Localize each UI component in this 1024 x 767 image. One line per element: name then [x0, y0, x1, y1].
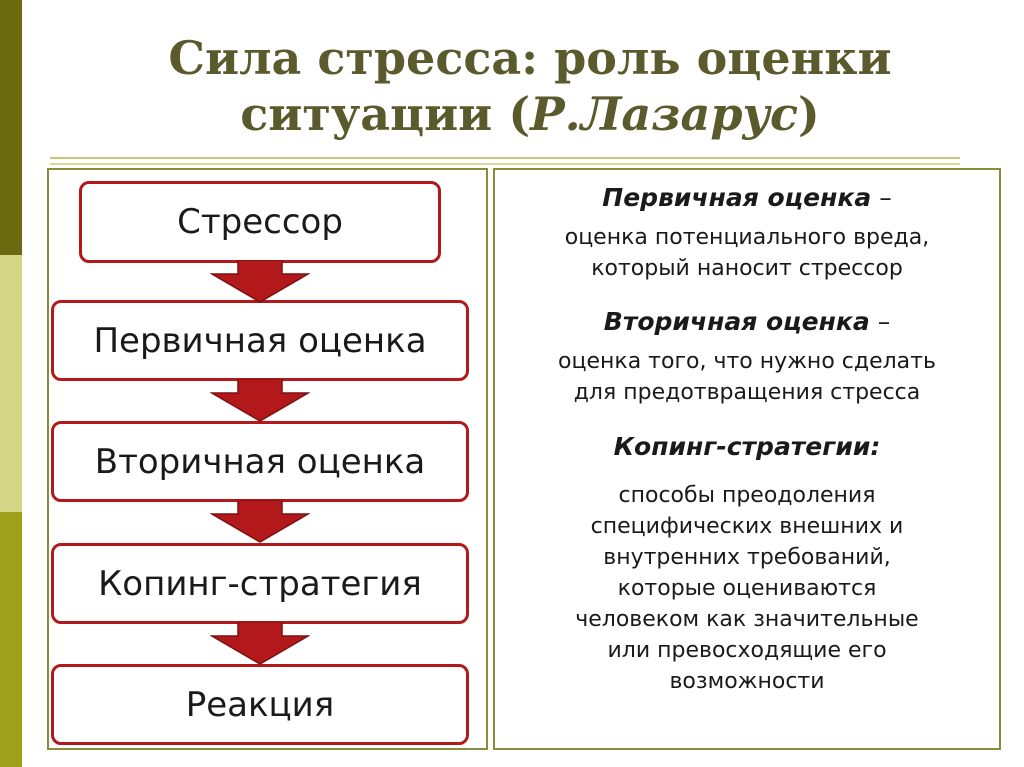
title-underline-secondary	[50, 163, 960, 165]
side-stripe-bottom	[0, 512, 22, 767]
title-line-2	[40, 86, 1020, 142]
coping-strategies-heading: Копинг-стратегии:	[613, 432, 881, 461]
title-line-2-start: ситуации (	[240, 87, 531, 141]
step-primary-appraisal: Первичная оценка	[51, 300, 469, 381]
primary-appraisal-heading: Первичная оценка –	[602, 183, 892, 212]
title-author: Р.Лазарус	[530, 87, 799, 141]
step-stressor: Стрессор	[79, 181, 441, 263]
down-arrow-icon	[210, 379, 310, 423]
title-line-1: Сила стресса: роль оценки	[168, 31, 892, 85]
step-coping-strategy: Копинг-стратегия	[51, 543, 469, 624]
side-stripe-top	[0, 0, 22, 255]
primary-appraisal-text: оценка потенциального вреда, который наносит стрессор	[564, 225, 930, 281]
down-arrow-icon	[210, 500, 310, 544]
step-secondary-appraisal: Вторичная оценка	[51, 421, 469, 502]
slide-title	[40, 30, 1020, 142]
title-underline	[50, 157, 960, 159]
down-arrow-icon	[210, 622, 310, 666]
coping-strategies-text: способы преодоления специфических внешних и внутренних требований, которые оцениваются человеком как значительные или превосходящие его возможности	[575, 483, 919, 694]
step-reaction: Реакция	[51, 664, 469, 745]
secondary-appraisal-heading: Вторичная оценка –	[603, 307, 891, 336]
side-stripe-middle	[0, 255, 22, 512]
down-arrow-icon	[210, 260, 310, 304]
title-line-2-end: )	[798, 87, 820, 141]
secondary-appraisal-text: оценка того, что нужно сделать для предотвращения стресса	[558, 349, 936, 405]
